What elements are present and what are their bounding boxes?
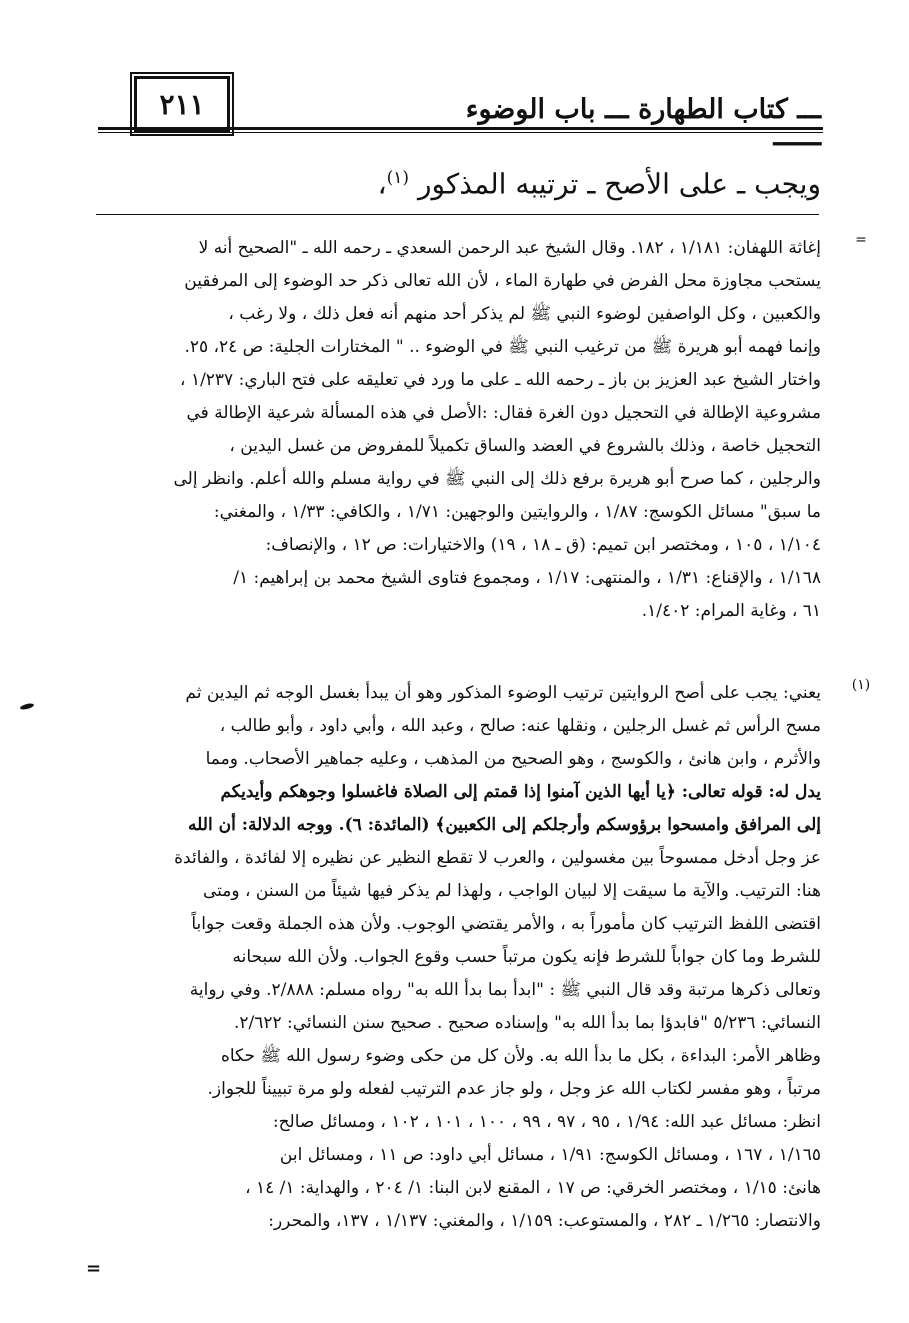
footnote-line: وإنما فهمه أبو هريرة ﷺ من ترغيب النبي ﷺ في الوضوء .. " المختارات الجلية: ص ٢٤، ٢٥. — [184, 337, 821, 357]
footnote-line: يعني: يجب على أصح الروايتين ترتيب الوضوء المذكور وهو أن يبدأ بغسل الوجه ثم اليدين ثم — [185, 683, 821, 703]
footnote-marker: = — [855, 232, 867, 248]
footnote-line: ١/١٠٤ ، ١٠٥ ، ومختصر ابن تميم: (ق ـ ١٨ ، ١٩) والاختيارات: ص ١٢ ، والإنصاف: — [265, 535, 821, 555]
footnote-text — [96, 232, 821, 628]
footnote-line: والرجلين ، كما صرح أبو هريرة برفع ذلك إلى النبي ﷺ في رواية مسلم والله أعلم. وانظر إلى — [173, 469, 821, 489]
footnote-line: هنا: الترتيب. والآية ما سيقت إلا لبيان الواجب ، ولهذا لم يذكر فيها شيئاً من السنن ، ومتى — [202, 881, 821, 901]
footnote-marker: (١) — [851, 677, 871, 693]
footnote-line: إغاثة اللهفان: ١/١٨١ ، ١٨٢. وقال الشيخ عبد الرحمن السعدي ـ رحمه الله ـ "الصحيح أنه لا — [198, 238, 821, 258]
footnote-line: التحجيل خاصة ، وذلك بالشروع في العضد والساق تكميلاً للمفروض من غسل اليدين ، — [229, 436, 821, 456]
footnote-text — [96, 677, 821, 1238]
footnote-line: للشرط وما كان جواباً للشرط فإنه يكون مرتباً حسب وقوع الجواب. ولأن الله سبحانه — [232, 947, 821, 967]
footnote-line: مرتباً ، وهو مفسر لكتاب الله عز وجل ، ولو جاز عدم الترتيب لفعله ولو مرة تبييناً للجواز. — [207, 1079, 821, 1099]
footnote-line: يدل له: قوله تعالى: ﴿يا أيها الذين آمنوا إذا قمتم إلى الصلاة فاغسلوا وجوهكم وأيديكم — [220, 782, 821, 802]
scan-speck — [20, 702, 35, 710]
footnote-line: والكعبين ، وكل الواصفين لوضوء النبي ﷺ لم يذكر أحد منهم أنه فعل ذلك ، ولا رغب ، — [228, 304, 821, 324]
footnote-line: اقتضى اللفظ الترتيب كان مأموراً به ، والأمر يقتضي الوجوب. ولأن هذه الجملة وقعت جواباً — [191, 914, 821, 934]
footnote-line: واختار الشيخ عبد العزيز بن باز ـ رحمه الله ـ على ما ورد في تعليقه على فتح الباري: ١/٢٣٧ ، — [180, 370, 821, 390]
footnote-line: يستحب مجاوزة محل الفرض في طهارة الماء ، لأن الله تعالى ذكر حد الوضوء إلى المرفقين — [184, 271, 821, 291]
main-text-tail: ، — [377, 167, 387, 201]
header-rule — [98, 127, 823, 133]
footnote-line: ١/١٦٨ ، والإقناع: ١/٣١ ، والمنتهى: ١/١٧ ، ومجموع فتاوى الشيخ محمد بن إبراهيم: ١/ — [233, 568, 821, 588]
footnote-line: إلى المرافق وامسحوا برؤوسكم وأرجلكم إلى الكعبين﴾ (المائدة: ٦). ووجه الدلالة: أن الله — [188, 815, 821, 835]
footnote-line: مسح الرأس ثم غسل الرجلين ، ونقلها عنه: صالح ، وعبد الله ، وأبي داود ، وأبو طالب ، — [219, 716, 821, 736]
footnote-line: النسائي: ٥/٢٣٦ "فابدؤا بما بدأ الله به" وإسناده صحيح . صحيح سنن النسائي: ٢/٦٢٢. — [233, 1013, 821, 1033]
continuation-mark: = — [86, 1258, 102, 1279]
main-text-body: ويجب ـ على الأصح ـ ترتيبه المذكور — [417, 167, 821, 201]
footnote-line: وتعالى ذكرها مرتبة وقد قال النبي ﷺ : "ابدأ بما بدأ الله به" رواه مسلم: ٢/٨٨٨. وفي رواية — [189, 980, 821, 1000]
footnote-reference: (١) — [386, 168, 410, 188]
footnote-line: مشروعية الإطالة في التحجيل دون الغرة فقال: :الأصل في هذه المسألة شرعية الإطالة في — [186, 403, 821, 423]
footnote-separator — [96, 214, 819, 215]
main-text — [100, 158, 821, 204]
footnote-line: ١/١٦٥ ، ١٦٧ ، ومسائل الكوسج: ١/٩١ ، مسائل أبي داود: ص ١١ ، ومسائل ابن — [279, 1145, 821, 1165]
footnote-line: ما سبق" مسائل الكوسج: ١/٨٧ ، والروايتين والوجهين: ١/٧١ ، والكافي: ١/٣٣ ، والمغني: — [213, 502, 821, 522]
page-number: ٢١١ — [159, 87, 205, 121]
page-number-box — [134, 76, 230, 132]
footnote-continued — [96, 232, 867, 628]
footnote-line: هانئ: ١/١٥ ، ومختصر الخرقي: ص ١٧ ، المقنع لابن البنا: ١/ ٢٠٤ ، والهداية: ١/ ١٤ ، — [245, 1178, 821, 1198]
footnote-line: وظاهر الأمر: البداءة ، بكل ما بدأ الله به. ولأن كل من حكى وضوء رسول الله ﷺ حكاه — [220, 1046, 821, 1066]
footnote-line: ٦١ ، وغاية المرام: ١/٤٠٢. — [641, 601, 821, 621]
footnote-line: انظر: مسائل عبد الله: ١/٩٤ ، ٩٥ ، ٩٧ ، ٩٩ ، ١٠٠ ، ١٠١ ، ١٠٢ ، ومسائل صالح: — [272, 1112, 821, 1132]
footnote-line: والانتصار: ١/٢٦٥ ـ ٢٨٢ ، والمستوعب: ١/١٥٩ ، والمغني: ١/١٣٧ ، ١٣٧، والمحرر: — [268, 1211, 821, 1231]
footnote-line: عز وجل أدخل ممسوحاً بين مغسولين ، والعرب لا تقطع النظير عن نظيره إلا لفائدة ، والفائدة — [174, 848, 821, 868]
running-header-title: ـــ كتاب الطهارة ـــ باب الوضوء ــــــ — [465, 94, 821, 152]
footnote-line: والأثرم ، وابن هانئ ، والكوسج ، وهو الصحيح من المذهب ، وعليه جماهير الأصحاب. ومما — [205, 749, 821, 769]
footnote-1 — [96, 677, 871, 1238]
